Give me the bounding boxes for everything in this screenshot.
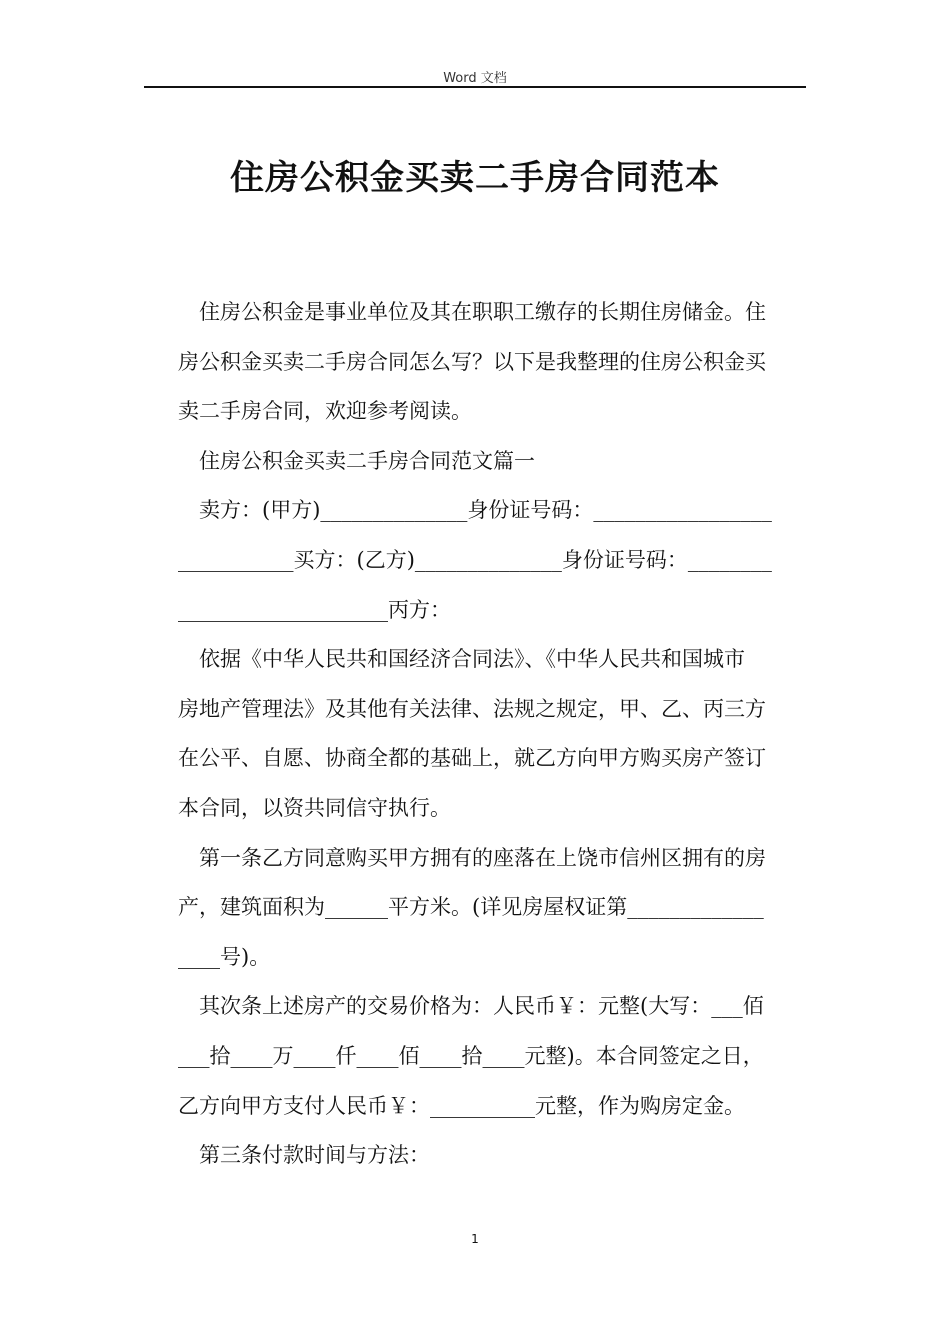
body-line: 住房公积金买卖二手房合同范文篇一 bbox=[199, 448, 535, 473]
body-line: 卖二手房合同，欢迎参考阅读。 bbox=[178, 399, 472, 424]
body-line: 在公平、自愿、协商全都的基础上，就乙方向甲方购买房产签订 bbox=[178, 746, 766, 771]
body-line: 乙方向甲方支付人民币￥：__________元整，作为购房定金。 bbox=[178, 1093, 745, 1118]
body-line: ___________买方：(乙方)______________身份证号码：________ bbox=[178, 547, 772, 572]
document-title: 住房公积金买卖二手房合同范本 bbox=[230, 158, 720, 198]
body-line: ____________________丙方： bbox=[178, 597, 451, 622]
body-line: ___拾____万____仟____佰____拾____元整)。本合同签定之日， bbox=[178, 1043, 764, 1068]
body-line: 本合同，以资共同信守执行。 bbox=[178, 795, 451, 820]
body-line: 第一条乙方同意购买甲方拥有的座落在上饶市信州区拥有的房 bbox=[199, 845, 766, 870]
body-line: 其次条上述房产的交易价格为：人民币￥：元整(大写：___佰 bbox=[199, 994, 764, 1019]
body-line: 第三条付款时间与方法： bbox=[199, 1143, 430, 1168]
body-line: 房公积金买卖二手房合同怎么写？以下是我整理的住房公积金买 bbox=[178, 349, 766, 374]
body-line: 卖方：(甲方)______________身份证号码：_________________ bbox=[199, 498, 772, 523]
page-number: 1 bbox=[471, 1232, 479, 1246]
body-line: 住房公积金是事业单位及其在职职工缴存的长期住房储金。住 bbox=[199, 300, 766, 324]
body-line: 房地产管理法》及其他有关法律、法规之规定，甲、乙、丙三方 bbox=[178, 696, 766, 721]
header-divider bbox=[144, 86, 806, 88]
body-line: ____号)。 bbox=[178, 944, 271, 969]
body-line: 产，建筑面积为______平方米。(详见房屋权证第_____________ bbox=[178, 895, 764, 920]
body-line: 依据《中华人民共和国经济合同法》、《中华人民共和国城市 bbox=[199, 647, 745, 672]
page-header-label: Word 文档 bbox=[443, 71, 507, 86]
document-body bbox=[178, 288, 808, 1181]
